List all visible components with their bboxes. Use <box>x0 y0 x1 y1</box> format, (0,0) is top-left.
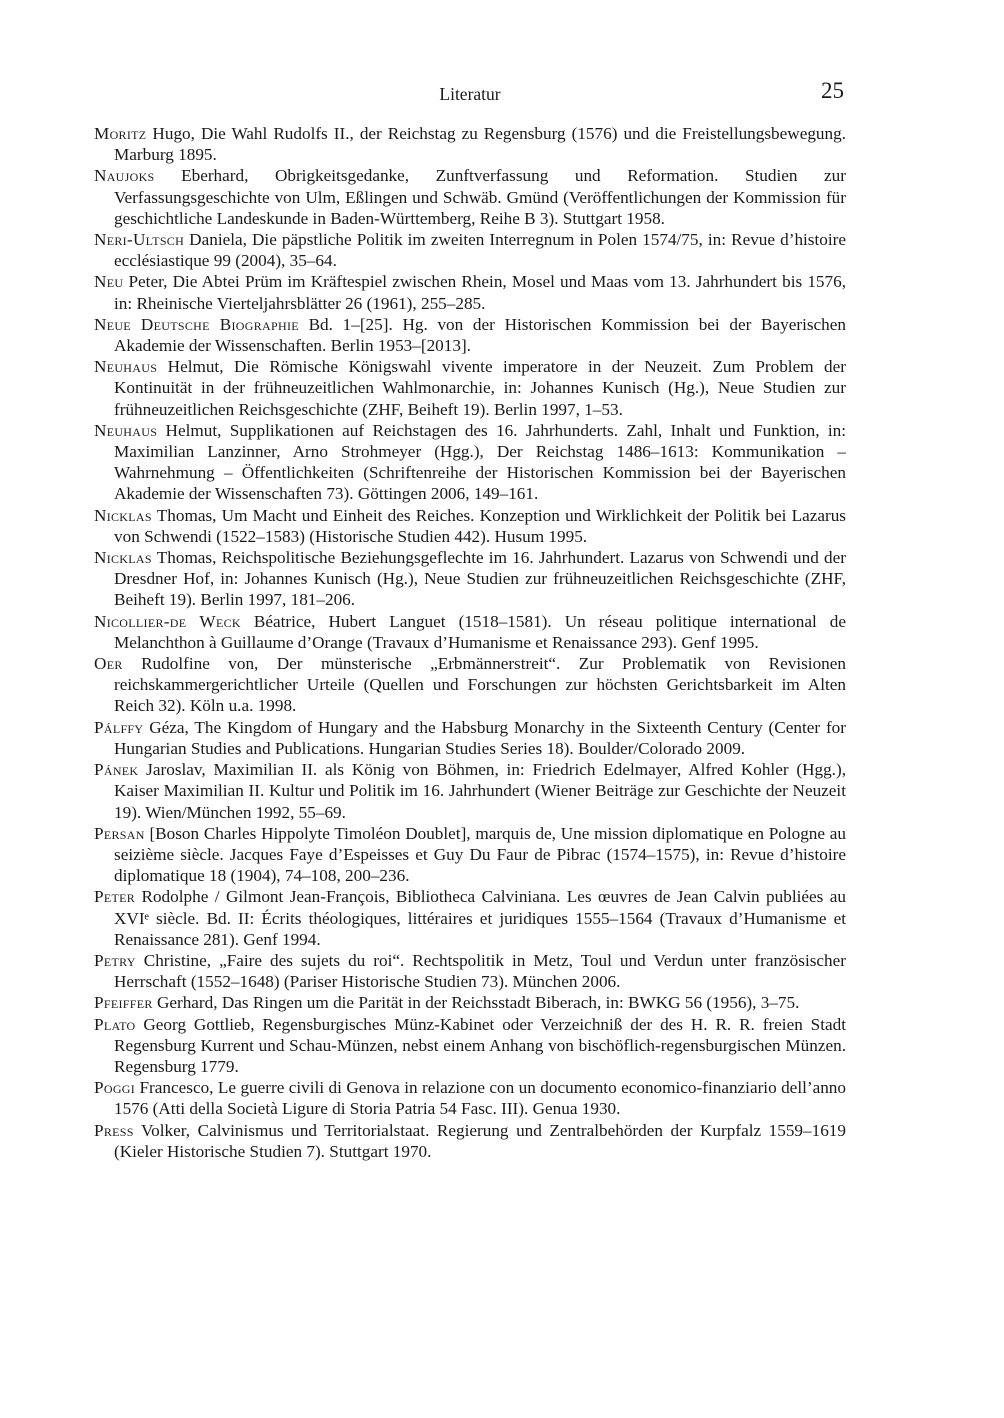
entry-text: Helmut, Supplikationen auf Reichstagen des 16. Jahrhunderts. Zahl, Inhalt und Funktion, in: Maximilian Lanzinner, Arno Strohmeyer (Hgg.), Der Reichstag 1486–1613: Kommunikation – Wahrnehmung – Öffentlichkeiten (Schriftenreihe der Historischen Kommission bei der Bayerischen Akademie der Wissenschaften 73). Göttingen 2006, 149–161. <box>114 420 846 504</box>
entry-text: Géza, The Kingdom of Hungary and the Habsburg Monarchy in the Sixteenth Century (Center for Hungarian Studies and Publications. Hungarian Studies Series 18). Boulder/Colorado 2009. <box>114 717 846 758</box>
entry-author: Neuhaus <box>94 357 158 377</box>
bibliography-entry <box>94 717 846 759</box>
entry-text: Rodolphe / Gilmont Jean-François, Bibliotheca Calviniana. Les œuvres de Jean Calvin publiées au XVIᵉ siècle. Bd. II: Écrits théologiques, littéraires et juridiques 1555–1564 (Travaux d’Humanisme et Renaissance 281). Genf 1994. <box>114 887 846 949</box>
bibliography-entry <box>94 123 846 165</box>
entry-text: Peter, Die Abtei Prüm im Kräftespiel zwischen Rhein, Mosel und Maas vom 13. Jahrhundert bis 1576, in: Rheinische Vierteljahrsblätter 26 (1961), 255–285. <box>114 272 846 313</box>
bibliography-entry <box>94 505 846 547</box>
entry-author: Press <box>94 1120 134 1140</box>
entry-author: Nicklas <box>94 505 152 525</box>
entry-author: Pánek <box>94 760 139 780</box>
entry-author: Nicklas <box>94 548 152 568</box>
entry-author: Nicollier-de Weck <box>94 611 241 631</box>
entry-text: Gerhard, Das Ringen um die Parität in der Reichsstadt Biberach, in: BWKG 56 (1956), 3–75. <box>152 993 800 1013</box>
running-head-title: Literatur <box>439 84 501 104</box>
entry-author: Neue Deutsche Biographie <box>94 314 299 334</box>
entry-text: Christine, „Faire des sujets du roi“. Rechtspolitik in Metz, Toul und Verdun unter französischer Herrschaft (1552–1648) (Pariser Historische Studien 73). München 2006. <box>114 950 846 992</box>
entry-text: Volker, Calvinismus und Territorialstaat. Regierung und Zentralbehörden der Kurpfalz 1559–1619 (Kieler Historische Studien 7). Stuttgart 1970. <box>114 1120 846 1161</box>
bibliography-entry <box>94 314 846 356</box>
running-head <box>94 78 846 112</box>
bibliography-entry <box>94 547 846 611</box>
entry-text: Jaroslav, Maximilian II. als König von Böhmen, in: Friedrich Edelmayer, Alfred Kohler (Hgg.), Kaiser Maximilian II. Kultur und Politik im 16. Jahrhundert (Wiener Beiträge zur Geschichte der Neuzeit 19). Wien/München 1992, 55–69. <box>114 760 846 822</box>
entry-text: Bd. 1–[25]. Hg. von der Historischen Kommission bei der Bayerischen Akademie der Wissenschaften. Berlin 1953–[2013]. <box>114 314 846 356</box>
entry-author: Neri-Ultsch <box>94 230 185 250</box>
entry-author: Neu <box>94 272 124 292</box>
entry-author: Poggi <box>94 1078 136 1098</box>
entry-author: Pfeiffer <box>94 993 153 1013</box>
entry-text: Thomas, Reichspolitische Beziehungsgeflechte im 16. Jahrhundert. Lazarus von Schwendi und der Dresdner Hof, in: Johannes Kunisch (Hg.), Neue Studien zur frühneuzeitlichen Reichsgeschichte (ZHF, Beiheft 19). Berlin 1997, 181–206. <box>114 548 846 610</box>
entry-author: Neuhaus <box>94 420 158 440</box>
bibliography-list <box>94 123 846 1162</box>
entry-text: Rudolfine von, Der münsterische „Erbmännerstreit“. Zur Problematik von Revisionen reichskammergerichtlicher Urteile (Quellen und Forschungen zur höchsten Gerichtsbarkeit im Alten Reich 32). Köln u.a. 1998. <box>114 654 846 716</box>
bibliography-entry <box>94 886 846 950</box>
page-number: 25 <box>821 78 844 103</box>
entry-author: Peter <box>94 887 136 907</box>
bibliography-entry <box>94 420 846 505</box>
bibliography-entry <box>94 950 846 992</box>
entry-text: Francesco, Le guerre civili di Genova in relazione con un documento economico-finanziario dell’anno 1576 (Atti della Società Ligure di Storia Patria 54 Fasc. III). Genua 1930. <box>114 1078 846 1119</box>
entry-text: Béatrice, Hubert Languet (1518–1581). Un réseau politique international de Melanchthon à Guillaume d’Orange (Travaux d’Humanisme et Renaissance 293). Genf 1995. <box>114 611 846 652</box>
bibliography-entry <box>94 1120 846 1162</box>
bibliography-entry <box>94 992 846 1013</box>
bibliography-entry <box>94 823 846 887</box>
entry-text: Eberhard, Obrigkeitsgedanke, Zunftverfassung und Reformation. Studien zur Verfassungsgeschichte von Ulm, Eßlingen und Schwäb. Gmünd (Veröffentlichungen der Kommission für geschichtliche Landeskunde in Baden-Württemberg, Reihe B 3). Stuttgart 1958. <box>114 166 846 228</box>
entry-author: Persan <box>94 823 145 843</box>
bibliography-entry <box>94 759 846 823</box>
bibliography-entry <box>94 165 846 229</box>
bibliography-entry <box>94 271 846 313</box>
bibliography-entry <box>94 653 846 717</box>
entry-author: Pálffy <box>94 717 144 737</box>
bibliography-entry <box>94 356 846 420</box>
bibliography-entry <box>94 1077 846 1119</box>
document-page <box>94 78 846 1162</box>
entry-text: Georg Gottlieb, Regensburgisches Münz-Kabinet oder Verzeichniß der des H. R. R. freien Stadt Regensburg Kurrent und Schau-Münzen, nebst einem Anhang von bischöflich-regensburgischen Münzen. Regensburg 1779. <box>114 1014 846 1076</box>
entry-text: Helmut, Die Römische Königswahl vivente imperatore in der Neuzeit. Zum Problem der Kontinuität in der frühneuzeitlichen Wahlmonarchie, in: Johannes Kunisch (Hg.), Neue Studien zur frühneuzeitlichen Reichsgeschichte (ZHF, Beiheft 19). Berlin 1997, 1–53. <box>114 357 846 419</box>
bibliography-entry <box>94 229 846 271</box>
entry-author: Moritz <box>94 124 147 143</box>
entry-author: Oer <box>94 654 123 674</box>
bibliography-entry <box>94 611 846 653</box>
entry-text: [Boson Charles Hippolyte Timoléon Doublet], marquis de, Une mission diplomatique en Pologne au seizième siècle. Jacques Faye d’Espeisses et Guy Du Faur de Pibrac (1574–1575), in: Revue d’histoire diplomatique 18 (1904), 74–108, 200–236. <box>114 823 846 886</box>
bibliography-entry <box>94 1014 846 1078</box>
entry-author: Plato <box>94 1014 136 1034</box>
entry-text: Hugo, Die Wahl Rudolfs II., der Reichstag zu Regensburg (1576) und die Freistellungsbewegung. Marburg 1895. <box>114 124 846 165</box>
entry-text: Daniela, Die päpstliche Politik im zweiten Interregnum in Polen 1574/75, in: Revue d’histoire ecclésiastique 99 (2004), 35–64. <box>114 230 846 271</box>
entry-author: Naujoks <box>94 166 155 186</box>
entry-text: Thomas, Um Macht und Einheit des Reiches. Konzeption und Wirklichkeit der Politik bei Lazarus von Schwendi (1522–1583) (Historische Studien 442). Husum 1995. <box>114 505 846 546</box>
entry-author: Petry <box>94 950 136 970</box>
